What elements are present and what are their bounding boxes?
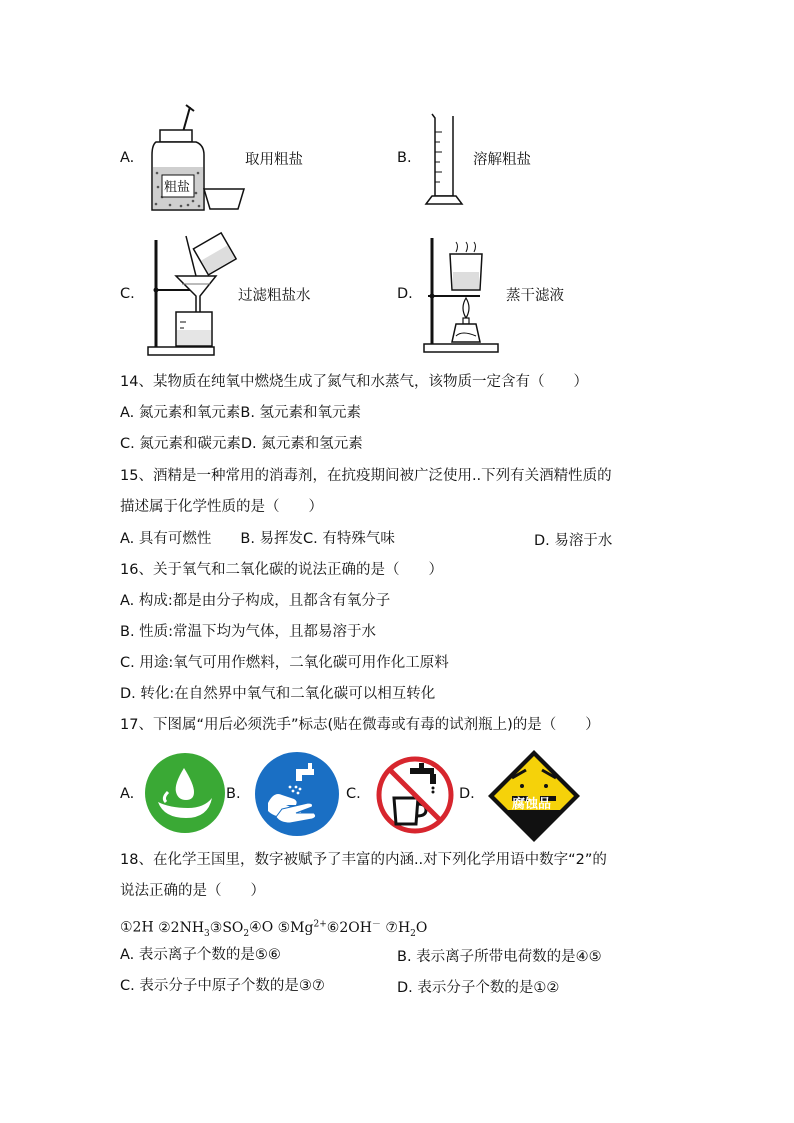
formula-3: $③SO_2$ (209, 919, 250, 939)
q18-option-a: A. 表示离子个数的是⑤⑥ (120, 947, 281, 963)
q17-stem: 17、下图属“用后必须洗手”标志(贴在微毒或有毒的试剂瓶上)的是（ ） (120, 717, 600, 733)
q14-options-cd: C. 氮元素和碳元素D. 氮元素和氢元素 (120, 436, 363, 452)
q18-option-d: D. 表示分子个数的是①② (397, 980, 560, 996)
q16-stem: 16、关于氧气和二氧化碳的说法正确的是（ ） (120, 562, 443, 578)
no-drinking-water-sign-icon (374, 754, 456, 836)
q17-option-a-letter: A. (120, 786, 135, 802)
filtration-setup-image (146, 232, 238, 357)
q14-options-ab: A. 氮元素和氧元素B. 氢元素和氧元素 (120, 405, 362, 421)
formula-2: $②2NH_3$ (158, 919, 210, 939)
q17-option-d-letter: D. (459, 786, 475, 802)
graduated-cylinder-image (424, 112, 464, 207)
q13-option-a-caption: 取用粗盐 (245, 152, 303, 168)
q13-option-d-letter: D. (397, 286, 413, 302)
q17-option-c-letter: C. (346, 786, 361, 802)
q13-option-d-caption: 蒸干滤液 (506, 288, 564, 304)
q18-stem-line1: 18、在化学王国里，数字被赋予了丰富的内涵..对下列化学用语中数字“2”的 (120, 852, 607, 868)
q13-option-a-letter: A. (120, 150, 135, 166)
jar-label: 粗盐 (164, 180, 191, 195)
q15-option-d: D. 易溶于水 (534, 533, 613, 549)
q15-options-abc: A. 具有可燃性 B. 易挥发C. 有特殊气味 (120, 531, 395, 547)
q17-option-b-letter: B. (226, 786, 241, 802)
q18-option-b: B. 表示离子所带电荷数的是④⑤ (397, 949, 602, 965)
q13-option-b-caption: 溶解粗盐 (473, 152, 531, 168)
q15-stem-line1: 15、酒精是一种常用的消毒剂，在抗疫期间被广泛使用..下列有关酒精性质的 (120, 468, 612, 484)
q14-stem: 14、某物质在纯氧中燃烧生成了氮气和水蒸气，该物质一定含有（ ） (120, 374, 588, 390)
q15-stem-line2: 描述属于化学性质的是（ ） (120, 499, 323, 515)
evaporation-setup-image (422, 236, 502, 354)
q16-option-b: B. 性质:常温下均为气体，且都易溶于水 (120, 624, 377, 640)
q13-option-b-letter: B. (397, 150, 412, 166)
formula-7: $⑦H_2O$ (385, 919, 428, 939)
formula-4: ④O (249, 919, 274, 936)
formula-5: $⑤Mg^{2+}$ (277, 919, 327, 936)
salt-jar-image (148, 105, 248, 215)
green-water-drop-sign-icon (144, 752, 226, 834)
q18-formulas (120, 914, 427, 943)
q16-option-c: C. 用途:氧气可用作燃料，二氧化碳可用作化工原料 (120, 655, 449, 671)
q13-option-c-letter: C. (120, 286, 135, 302)
q13-option-c-caption: 过滤粗盐水 (238, 288, 311, 304)
formula-1: ①2H (120, 919, 154, 936)
formula-6: ⑥2OH－ (326, 919, 381, 936)
q16-option-d: D. 转化:在自然界中氧气和二氧化碳可以相互转化 (120, 686, 436, 702)
q18-option-c: C. 表示分子中原子个数的是③⑦ (120, 978, 325, 994)
corrosive-label: 腐蚀品 (512, 797, 552, 812)
q16-option-a: A. 构成:都是由分子构成，且都含有氧分子 (120, 593, 391, 609)
q18-stem-line2: 说法正确的是（ ） (120, 883, 265, 899)
wash-hands-sign-icon (252, 751, 342, 837)
